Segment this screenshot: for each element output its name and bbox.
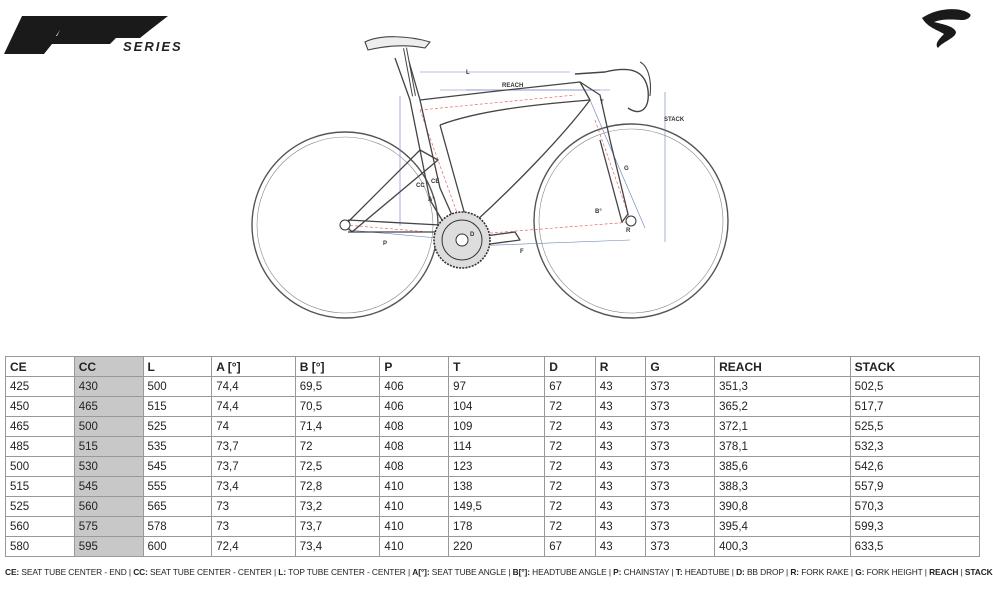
legend-key: CE: [5,567,20,577]
label-a: A° [428,197,435,203]
legend-text: BB DROP | [744,567,791,577]
table-cell: 43 [595,477,646,497]
table-cell: 71,4 [295,417,380,437]
label-f: F [520,249,524,255]
table-cell: 373 [646,497,715,517]
label-ce: CE [431,179,440,185]
table-cell: 557,9 [850,477,979,497]
table-cell: 74 [212,417,295,437]
legend-text: SEAT TUBE CENTER - END | [19,567,134,577]
table-cell: 578 [143,517,212,537]
table-cell: 43 [595,517,646,537]
column-header: A [°] [212,357,295,377]
table-cell: 500 [6,457,75,477]
table-cell: 430 [74,377,143,397]
column-header: P [380,357,449,377]
table-cell: 373 [646,417,715,437]
label-reach: REACH [502,83,524,89]
table-cell: 43 [595,497,646,517]
table-cell: 72 [545,517,596,537]
table-cell: 530 [74,457,143,477]
label-p: P [383,241,388,247]
table-cell: 73,7 [212,457,295,477]
label-t: T [600,100,604,106]
column-header: CC [74,357,143,377]
legend-text: SEAT TUBE ANGLE | [429,567,513,577]
table-cell: 123 [449,457,545,477]
table-cell: 633,5 [850,537,979,557]
table-cell: 178 [449,517,545,537]
column-header: L [143,357,212,377]
geometry-table [5,356,980,557]
table-cell: 373 [646,377,715,397]
table-cell: 73,4 [212,477,295,497]
table-cell: 104 [449,397,545,417]
column-header: D [545,357,596,377]
column-header: CE [6,357,75,377]
legend-key: L: [278,567,287,577]
table-cell: 73 [212,517,295,537]
table-cell: 69,5 [295,377,380,397]
table-cell: 72 [545,417,596,437]
table-cell: 373 [646,537,715,557]
table-cell: 365,2 [715,397,851,417]
legend-key: T: [675,567,683,577]
column-header: REACH [715,357,851,377]
column-header: B [°] [295,357,380,377]
table-cell: 500 [74,417,143,437]
label-stack: STACK [664,117,685,123]
table-cell: 395,4 [715,517,851,537]
label-cc: CC [416,183,425,189]
table-cell: 97 [449,377,545,397]
table-cell: 72,4 [212,537,295,557]
table-cell: 72,5 [295,457,380,477]
column-header: STACK [850,357,979,377]
legend-text: CHAINSTAY | [621,567,676,577]
table-cell: 72 [545,477,596,497]
table-cell: 72,8 [295,477,380,497]
legend-key: R: [790,567,799,577]
table-row [6,537,980,557]
table-row [6,437,980,457]
column-header: R [595,357,646,377]
table-cell: 373 [646,477,715,497]
table-cell: 595 [74,537,143,557]
table-cell: 43 [595,457,646,477]
table-cell: 599,3 [850,517,979,537]
brand-mark-icon [918,4,974,54]
table-cell: 43 [595,377,646,397]
table-cell: 72 [545,397,596,417]
table-cell: 73,4 [295,537,380,557]
table-cell: 70,5 [295,397,380,417]
table-cell: 43 [595,397,646,417]
table-cell: 465 [6,417,75,437]
table-cell: 149,5 [449,497,545,517]
table-cell: 400,3 [715,537,851,557]
table-cell: 109 [449,417,545,437]
table-cell: 114 [449,437,545,457]
f-series-logo [0,0,240,60]
table-cell: 545 [143,457,212,477]
table-cell: 43 [595,537,646,557]
table-cell: 372,1 [715,417,851,437]
table-cell: 545 [74,477,143,497]
table-cell: 535 [143,437,212,457]
legend-key: G: [855,567,865,577]
legend-key: B[°]: [512,567,530,577]
legend-text: | [958,567,965,577]
table-cell: 525 [143,417,212,437]
table-cell: 525 [6,497,75,517]
table-row [6,497,980,517]
table-cell: 138 [449,477,545,497]
table-cell: 542,6 [850,457,979,477]
table-cell: 515 [6,477,75,497]
table-row [6,377,980,397]
label-b: B° [595,209,602,215]
table-cell: 72 [545,437,596,457]
table-row [6,397,980,417]
table-cell: 450 [6,397,75,417]
table-cell: 410 [380,497,449,517]
label-g: G [624,166,629,172]
table-cell: 515 [74,437,143,457]
table-cell: 555 [143,477,212,497]
table-row [6,517,980,537]
table-cell: 390,8 [715,497,851,517]
abbreviation-legend [5,567,993,577]
table-cell: 388,3 [715,477,851,497]
legend-text: HEADTUBE | [682,567,737,577]
table-cell: 67 [545,377,596,397]
table-cell: 72 [545,497,596,517]
table-cell: 532,3 [850,437,979,457]
series-label: SERIES [123,39,183,54]
table-cell: 410 [380,517,449,537]
table-cell: 408 [380,457,449,477]
table-cell: 73,2 [295,497,380,517]
table-cell: 502,5 [850,377,979,397]
table-cell: 406 [380,377,449,397]
table-cell: 373 [646,397,715,417]
table-cell: 525,5 [850,417,979,437]
table-cell: 373 [646,437,715,457]
legend-key: CC: [133,567,148,577]
column-header: T [449,357,545,377]
table-row [6,477,980,497]
legend-key: STACK [964,567,993,577]
table-cell: 600 [143,537,212,557]
table-cell: 580 [6,537,75,557]
table-cell: 74,4 [212,377,295,397]
table-cell: 575 [74,517,143,537]
legend-key: REACH [929,567,959,577]
table-cell: 67 [545,537,596,557]
table-header-row [6,357,980,377]
table-cell: 570,3 [850,497,979,517]
bike-geometry-diagram [240,20,740,330]
table-body [6,377,980,557]
legend-key: P: [613,567,622,577]
table-cell: 515 [143,397,212,417]
table-cell: 408 [380,437,449,457]
table-cell: 410 [380,477,449,497]
table-cell: 517,7 [850,397,979,417]
table-cell: 410 [380,537,449,557]
legend-key: D: [736,567,745,577]
column-header: G [646,357,715,377]
table-cell: 373 [646,517,715,537]
legend-key: A[°]: [412,567,430,577]
table-cell: 74,4 [212,397,295,417]
table-cell: 220 [449,537,545,557]
legend-text: HEADTUBE ANGLE | [529,567,614,577]
table-cell: 378,1 [715,437,851,457]
table-cell: 373 [646,457,715,477]
legend-text: FORK HEIGHT | [864,567,930,577]
table-cell: 72 [545,457,596,477]
table-cell: 560 [74,497,143,517]
table-row [6,417,980,437]
table-cell: 43 [595,417,646,437]
table-cell: 73,7 [295,517,380,537]
label-d: D [470,232,475,238]
label-r: R [626,228,631,234]
table-cell: 500 [143,377,212,397]
table-cell: 406 [380,397,449,417]
table-cell: 351,3 [715,377,851,397]
table-cell: 43 [595,437,646,457]
table-cell: 72 [295,437,380,457]
legend-text: TOP TUBE CENTER - CENTER | [286,567,413,577]
table-cell: 73 [212,497,295,517]
table-cell: 485 [6,437,75,457]
table-cell: 385,6 [715,457,851,477]
table-cell: 560 [6,517,75,537]
table-cell: 73,7 [212,437,295,457]
table-cell: 565 [143,497,212,517]
table-cell: 425 [6,377,75,397]
label-l: L [466,70,470,76]
table-row [6,457,980,477]
legend-text: FORK RAKE | [798,567,856,577]
legend-text: SEAT TUBE CENTER - CENTER | [147,567,279,577]
table-cell: 465 [74,397,143,417]
table-cell: 408 [380,417,449,437]
